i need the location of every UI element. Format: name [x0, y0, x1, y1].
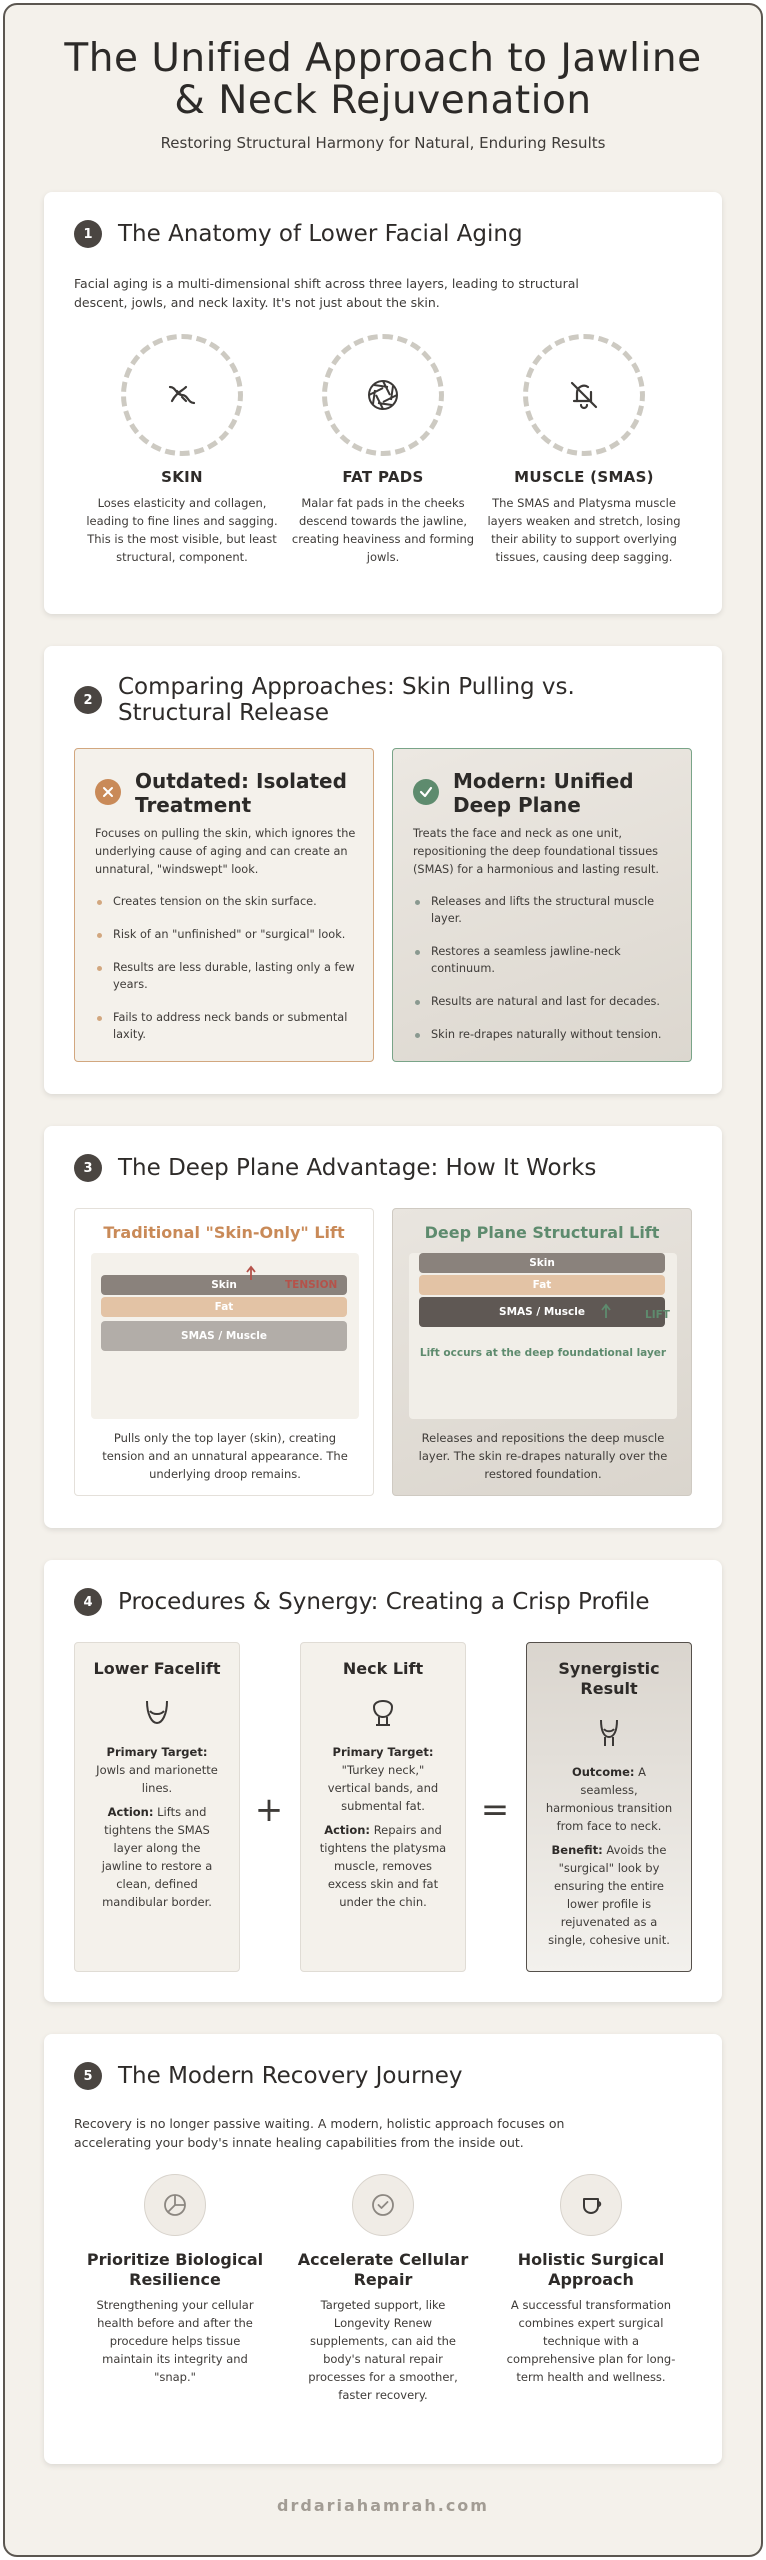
- section-header: [74, 220, 523, 248]
- list-item: Fails to address neck bands or submental laxity.: [95, 1009, 360, 1043]
- header: [0, 38, 766, 152]
- section-intro: Facial aging is a multi-dimensional shift across three layers, leading to structural descent, jowls, and neck laxity. It's not just about the skin.: [74, 276, 579, 310]
- traditional-lift-diagram: [91, 1253, 359, 1419]
- section-comparison: [44, 646, 722, 1094]
- modern-desc: Treats the face and neck as one unit, repositioning the deep foundational tissues (SMAS) for a harmonious and lasting result.: [413, 827, 659, 876]
- aperture-icon: [363, 375, 403, 415]
- deep-plane-lift-panel: [392, 1208, 692, 1496]
- procedure-title: Neck Lift: [342, 1659, 424, 1678]
- outdated-title: Outdated: Isolated Treatment: [135, 769, 347, 817]
- section-anatomy: [44, 192, 722, 614]
- section-title: The Modern Recovery Journey: [118, 2063, 463, 2089]
- procedure-neck-lift: Neck Lift Primary Target: "Turkey neck," vertical bands, and submental fat. Action: Repairs and tightens the platysma muscle, removes excess skin and fat under the chin.: [300, 1642, 466, 1972]
- tension-arrow-icon: [246, 1265, 256, 1281]
- pie-chart-icon: [161, 2191, 189, 2219]
- section-number: 1: [74, 220, 102, 248]
- neck-icon: [366, 1695, 400, 1729]
- procedure-title: Lower Facelift: [93, 1659, 221, 1678]
- tension-label: TENSION: [285, 1279, 338, 1291]
- section-number: 3: [74, 1154, 102, 1182]
- footer-website: drdariahamrah.com: [277, 2496, 489, 2515]
- deep-plane-lift-diagram: [409, 1253, 677, 1419]
- smas-layer-bar: SMAS / Muscle: [101, 1321, 347, 1351]
- list-item: Releases and lifts the structural muscle layer.: [413, 893, 678, 927]
- profile-icon: [592, 1715, 626, 1749]
- section-title: Comparing Approaches: Skin Pulling vs. Structural Release: [118, 674, 575, 726]
- fat-layer-bar: Fat: [101, 1297, 347, 1317]
- list-item: Creates tension on the skin surface.: [95, 893, 360, 910]
- outdated-approach-card: [74, 748, 374, 1062]
- traditional-lift-panel: [74, 1208, 374, 1496]
- recovery-item: Accelerate Cellular Repair Targeted support, like Longevity Renew supplements, can aid the body's natural repair processes for a smoother, faster recovery.: [278, 2174, 488, 2404]
- deep-plane-note: Lift occurs at the deep foundational layer: [419, 1347, 667, 1359]
- bell-off-icon: [564, 375, 604, 415]
- x-icon: [95, 779, 121, 805]
- check-icon: [413, 779, 439, 805]
- section-recovery: [44, 2034, 722, 2464]
- layer-muscle: MUSCLE (SMAS) The SMAS and Platysma muscle layers weaken and stretch, losing their ability to support overlying tissues, causing deep sagging.: [484, 334, 684, 566]
- section-deep-plane: [44, 1126, 722, 1528]
- section-title: Procedures & Synergy: Creating a Crisp Profile: [118, 1589, 650, 1615]
- section-header: [74, 2062, 462, 2090]
- check-circle-icon: [369, 2191, 397, 2219]
- lift-label: LIFT: [645, 1309, 670, 1321]
- list-item: Results are less durable, lasting only a few years.: [95, 959, 360, 993]
- section-number: 2: [74, 686, 102, 714]
- section-intro: Recovery is no longer passive waiting. A modern, holistic approach focuses on accelerating your body's innate healing capabilities from the inside out.: [74, 2116, 565, 2150]
- section-title: The Anatomy of Lower Facial Aging: [118, 221, 523, 247]
- cup-icon: [577, 2191, 605, 2219]
- section-number: 4: [74, 1588, 102, 1616]
- deep-plane-lift-title: Deep Plane Structural Lift: [424, 1223, 660, 1242]
- section-header: [74, 1154, 596, 1182]
- synergistic-result-card: Synergistic Result Outcome: A seamless, harmonious transition from face to neck. Benefit: Avoids the "surgical" look by ensuring the entire lower profile is rejuvenated as a single, cohesive unit.: [526, 1642, 692, 1972]
- layer-skin: SKIN Loses elasticity and collagen, leading to fine lines and sagging. This is the most visible, but least structural, component.: [82, 334, 282, 566]
- procedure-title: Synergistic Result: [558, 1659, 660, 1698]
- skin-layer-bar: Skin: [419, 1253, 665, 1273]
- modern-approach-card: [392, 748, 692, 1062]
- list-item: Results are natural and last for decades.: [413, 993, 678, 1010]
- fat-layer-bar: Fat: [419, 1275, 665, 1295]
- outdated-points: [95, 893, 360, 1059]
- modern-points: [413, 893, 678, 1059]
- recovery-item: Prioritize Biological Resilience Strengthening your cellular health before and after the procedure helps tissue maintain its integrity and "snap.": [70, 2174, 280, 2386]
- traditional-lift-desc: Pulls only the top layer (skin), creating tension and an unnatural appearance. The underlying droop remains.: [102, 1431, 348, 1481]
- section-header: [74, 674, 588, 726]
- outdated-desc: Focuses on pulling the skin, which ignores the underlying cause of aging and can create an unnatural, "windswept" look.: [95, 827, 356, 876]
- traditional-lift-title: Traditional "Skin-Only" Lift: [103, 1223, 345, 1242]
- list-item: Skin re-drapes naturally without tension.: [413, 1026, 678, 1043]
- skin-layer-bar: Skin: [101, 1275, 347, 1295]
- plus-sign: +: [254, 1790, 284, 1830]
- section-procedures: [44, 1560, 722, 2002]
- recovery-item: Holistic Surgical Approach A successful transformation combines expert surgical technique with a comprehensive plan for long-term health and wellness.: [486, 2174, 696, 2386]
- list-item: Restores a seamless jawline-neck continuum.: [413, 943, 678, 977]
- page-title: The Unified Approach to Jawline & Neck Rejuvenation: [64, 36, 702, 123]
- section-header: [74, 1588, 650, 1616]
- list-item: Risk of an "unfinished" or "surgical" look.: [95, 926, 360, 943]
- procedure-lower-facelift: Lower Facelift Primary Target: Jowls and marionette lines. Action: Lifts and tightens the SMAS layer along the jawline to restore a clean, defined mandibular border.: [74, 1642, 240, 1972]
- smas-layer-bar: SMAS / Muscle: [419, 1297, 665, 1327]
- section-number: 5: [74, 2062, 102, 2090]
- modern-title: Modern: Unified Deep Plane: [453, 769, 634, 817]
- deep-plane-lift-desc: Releases and repositions the deep muscle layer. The skin re-drapes naturally over the restored foundation.: [418, 1431, 668, 1481]
- equals-sign: =: [480, 1790, 510, 1830]
- jawline-icon: [140, 1695, 174, 1729]
- section-title: The Deep Plane Advantage: How It Works: [118, 1155, 597, 1181]
- dna-icon: [162, 375, 202, 415]
- page-subtitle: Restoring Structural Harmony for Natural, Enduring Results: [160, 134, 606, 152]
- layer-fat-pads: FAT PADS Malar fat pads in the cheeks descend towards the jawline, creating heaviness and forming jowls.: [283, 334, 483, 566]
- lift-arrow-icon: [601, 1303, 611, 1319]
